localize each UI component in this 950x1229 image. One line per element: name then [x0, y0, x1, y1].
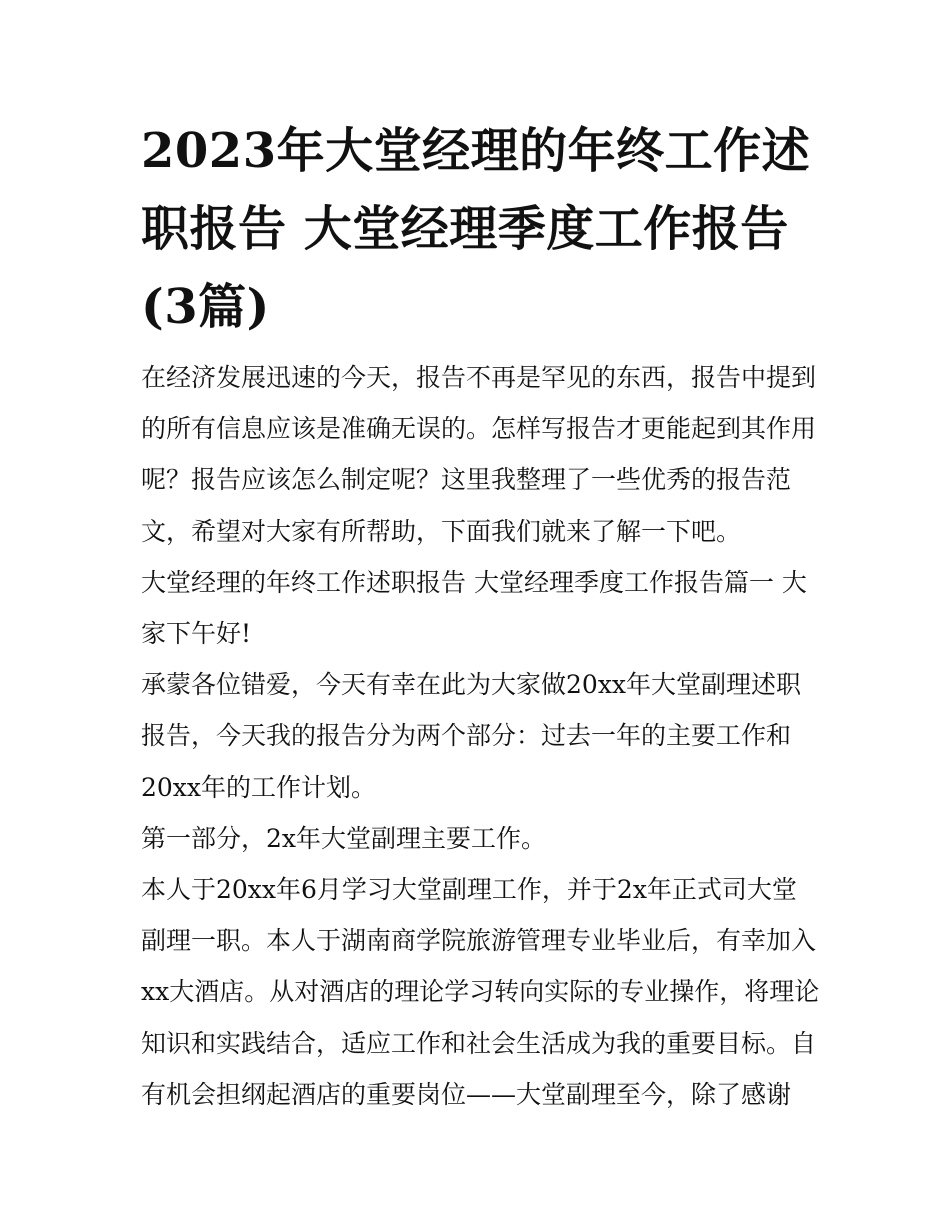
document-title: 2023年大堂经理的年终工作述职报告 大堂经理季度工作报告(3篇): [141, 123, 811, 335]
paragraph-intro: 在经济发展迅速的今天，报告不再是罕见的东西，报告中提到的所有信息应该是准确无误的。怎样写报告才更能起到其作用呢？报告应该怎么制定呢？这里我整理了一些优秀的报告范文，希望对大家有所帮助，下面我们就来了解一下吧。: [141, 363, 817, 546]
paragraph-opening: 承蒙各位错爱，今天有幸在此为大家做20xx年大堂副理述职报告，今天我的报告分为两个部分：过去一年的主要工作和20xx年的工作计划。: [141, 670, 802, 802]
document-body: [141, 352, 821, 1120]
paragraph-part-one: 第一部分，2x年大堂副理主要工作。: [141, 823, 547, 853]
paragraph-background: 本人于20xx年6月学习大堂副理工作，并于2x年正式司大堂副理一职。本人于湖南商学院旅游管理专业毕业后，有幸加入xx大酒店。从对酒店的理论学习转向实际的专业操作，将理论知识和实践结合，适应工作和社会生活成为我的重要目标。自有机会担纲起酒店的重要岗位——大堂副理至今，除了感谢: [141, 875, 820, 1109]
paragraph-section-heading: 大堂经理的年终工作述职报告 大堂经理季度工作报告篇一 大家下午好!: [141, 567, 807, 649]
